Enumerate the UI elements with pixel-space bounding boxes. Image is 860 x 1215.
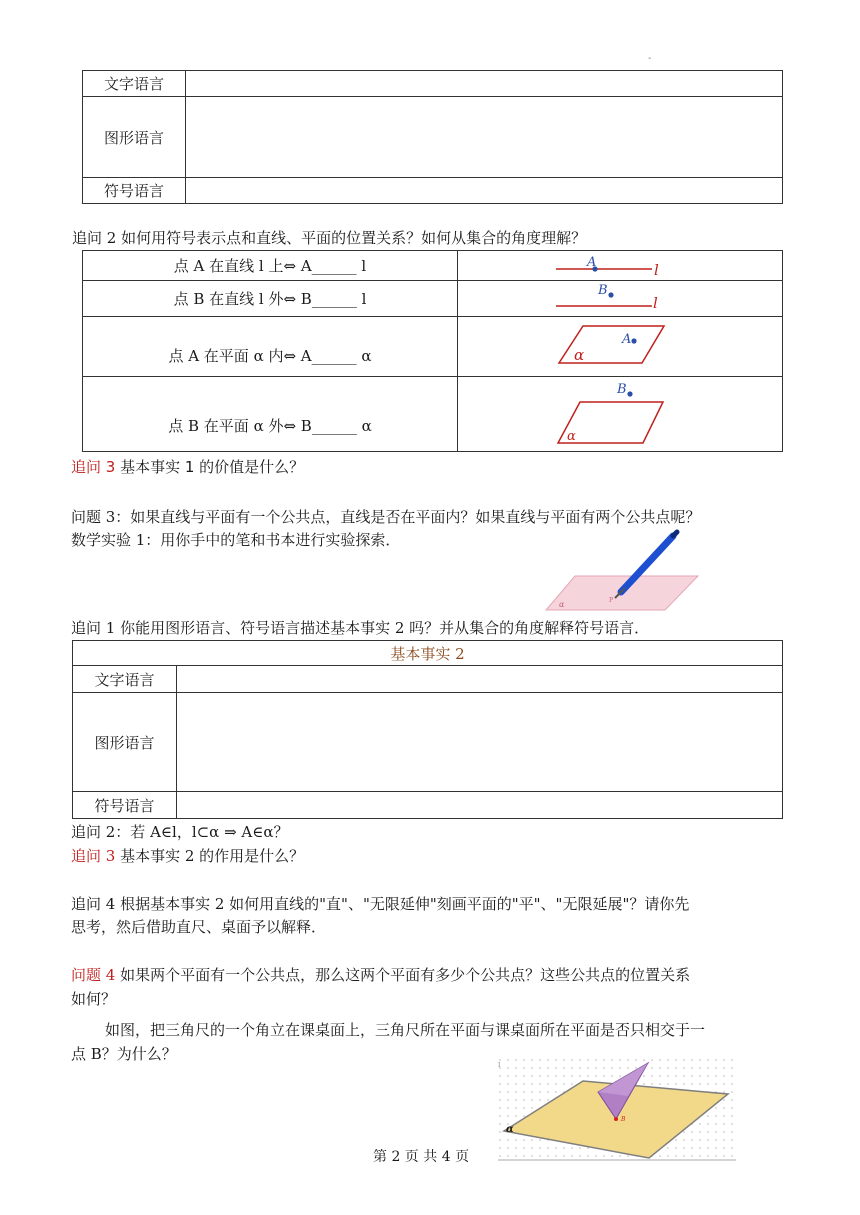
followup-3-text: 基本事实 1 的价值是什么？ <box>115 458 305 476</box>
point-b-2 <box>608 292 613 297</box>
point-a-3 <box>631 338 636 343</box>
basic-fact-2-title: 基本事实 2 <box>73 641 783 666</box>
table1-label-figure: 图形语言 <box>83 97 186 178</box>
table1-cell-figure[interactable] <box>186 97 783 178</box>
point-b-4 <box>627 391 632 396</box>
followup-4-line-2: 思考，然后借助直尺、桌面予以解释． <box>71 918 327 936</box>
relation-row-3: 点 A 在平面 α 内⇔ A______ α <box>83 317 458 377</box>
table2-cell-figure[interactable] <box>177 693 783 792</box>
page-footer: 第 2 页 共 4 页 <box>373 1149 470 1165</box>
label-alpha: α <box>506 1124 514 1135</box>
label-a-1: A <box>587 255 597 270</box>
point-b <box>614 1117 618 1121</box>
problem-4-label: 问题 4 <box>71 966 116 984</box>
table1-label-text: 文字语言 <box>83 71 186 97</box>
table2-label-symbol: 符号语言 <box>73 792 177 819</box>
pen-plane-figure <box>543 528 703 614</box>
table1-cell-symbol[interactable] <box>186 178 783 204</box>
paragraph-line-1: 如图，把三角尺的一个角立在课桌面上，三角尺所在平面与课桌面所在平面是否只相交于一 <box>105 1021 706 1039</box>
label-alpha-3: α <box>574 346 585 364</box>
followup-3-basic-fact-1 <box>71 456 304 478</box>
followup-2-question: 追问 2 如何用符号表示点和直线、平面的位置关系？如何从集合的角度理解？ <box>72 229 587 247</box>
followup-4-line-1: 追问 4 根据基本事实 2 如何用直线的"直"、"无限延伸"刻画平面的"平"、"无限延展"？请你先 <box>71 895 690 913</box>
table2-cell-text[interactable] <box>177 666 783 693</box>
pen-plane-label: α <box>559 600 565 609</box>
label-l-1: l <box>654 261 659 279</box>
relation-row-4: 点 B 在平面 α 外⇔ B______ α <box>83 377 458 452</box>
followup-3b-text: 基本事实 2 的作用是什么？ <box>115 847 305 865</box>
relation-row-2: 点 B 在直线 l 外⇔ B______ l <box>83 281 458 317</box>
corner-mark: I <box>498 1062 501 1069</box>
followup-1-question: 追问 1 你能用图形语言、符号语言描述基本事实 2 吗？并从集合的角度解释符号语言． <box>71 619 650 637</box>
problem-4-line-1: 如果两个平面有一个公共点，那么这两个平面有多少个公共点？这些公共点的位置关系 <box>115 966 691 984</box>
header-mark: - <box>648 53 652 64</box>
basic-fact-2-table <box>72 640 783 819</box>
label-b-2: B <box>598 283 608 298</box>
table2-label-figure: 图形语言 <box>73 693 177 792</box>
followup-3-label: 追问 3 <box>71 458 116 476</box>
table1-cell-text[interactable] <box>186 71 783 97</box>
relation-row-1: 点 A 在直线 l 上⇔ A______ l <box>83 251 458 281</box>
problem-3-line-2: 数学实验 1：用你手中的笔和书本进行实验探索． <box>71 531 401 549</box>
problem-3-line-1: 问题 3：如果直线与平面有一个公共点，直线是否在平面内？如果直线与平面有两个公共点呢？ <box>71 508 701 526</box>
paragraph-line-2: 点 B？为什么？ <box>71 1045 177 1063</box>
label-l-2: l <box>653 294 658 312</box>
followup-3b-label: 追问 3 <box>71 847 116 865</box>
label-alpha-4: α <box>567 429 576 444</box>
triangle-desk-figure <box>498 1058 736 1163</box>
pen-point-label: P <box>609 597 614 604</box>
table1-label-symbol: 符号语言 <box>83 178 186 204</box>
table-top <box>82 70 783 204</box>
label-a-3: A <box>622 332 632 347</box>
label-b: B <box>621 1116 626 1123</box>
followup-2-symbol: 追问 2：若 A∈l，l⊂α ⇒ A∈α？ <box>71 823 289 841</box>
table2-label-text: 文字语言 <box>73 666 177 693</box>
pen-cap <box>673 532 677 536</box>
problem-4-line-2: 如何？ <box>71 990 117 1008</box>
relation-figures <box>456 250 783 451</box>
table2-cell-symbol[interactable] <box>177 792 783 819</box>
label-b-4: B <box>617 382 627 397</box>
